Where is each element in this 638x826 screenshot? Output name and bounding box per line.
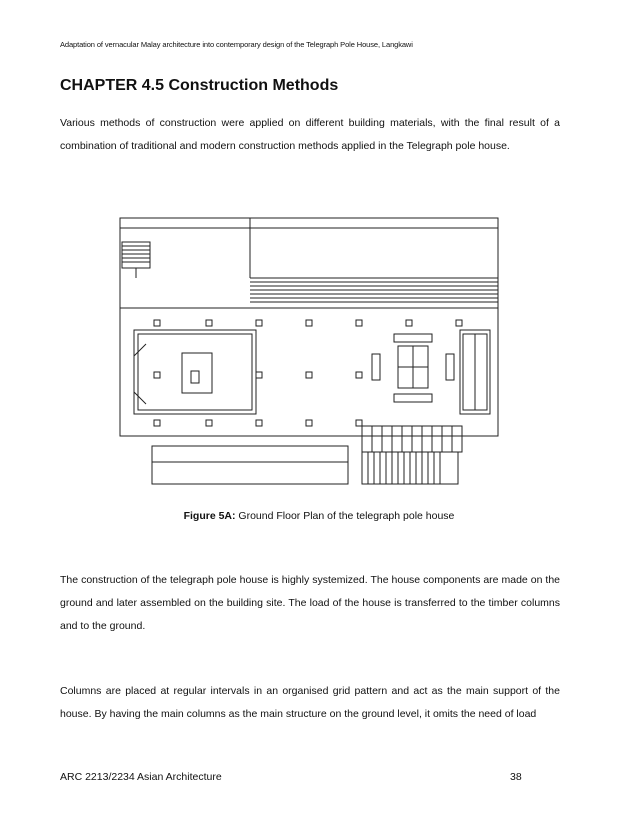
left-room — [134, 330, 256, 414]
page-number: 38 — [510, 771, 522, 783]
floor-plan-drawing — [110, 216, 530, 494]
running-header: Adaptation of vernacular Malay architecture into contemporary design of the Telegraph Pole House, Langkawi — [60, 40, 413, 49]
figure-caption-text: Ground Floor Plan of the telegraph pole house — [235, 510, 455, 522]
paragraph-columns: Columns are placed at regular intervals in an organised grid pattern and act as the main support of the house. By having the main columns as the main structure on the ground level, it omits the need of load — [60, 685, 560, 720]
paragraph-intro: Various methods of construction were applied on different building materials, with the final result of a combination of traditional and modern construction methods applied in the Telegraph pole house. — [60, 117, 560, 152]
figure-caption — [60, 510, 578, 522]
table — [182, 353, 212, 393]
footer-course: ARC 2213/2234 Asian Architecture — [60, 771, 222, 783]
annex — [152, 446, 348, 484]
paragraph-systemized: The construction of the telegraph pole house is highly systemized. The house components are made on the ground and later assembled on the building site. The load of the house is transferred to the timber columns and to the ground. — [60, 574, 560, 632]
figure-label: Figure 5A: — [183, 510, 236, 522]
chapter-title: CHAPTER 4.5 Construction Methods — [60, 77, 339, 94]
